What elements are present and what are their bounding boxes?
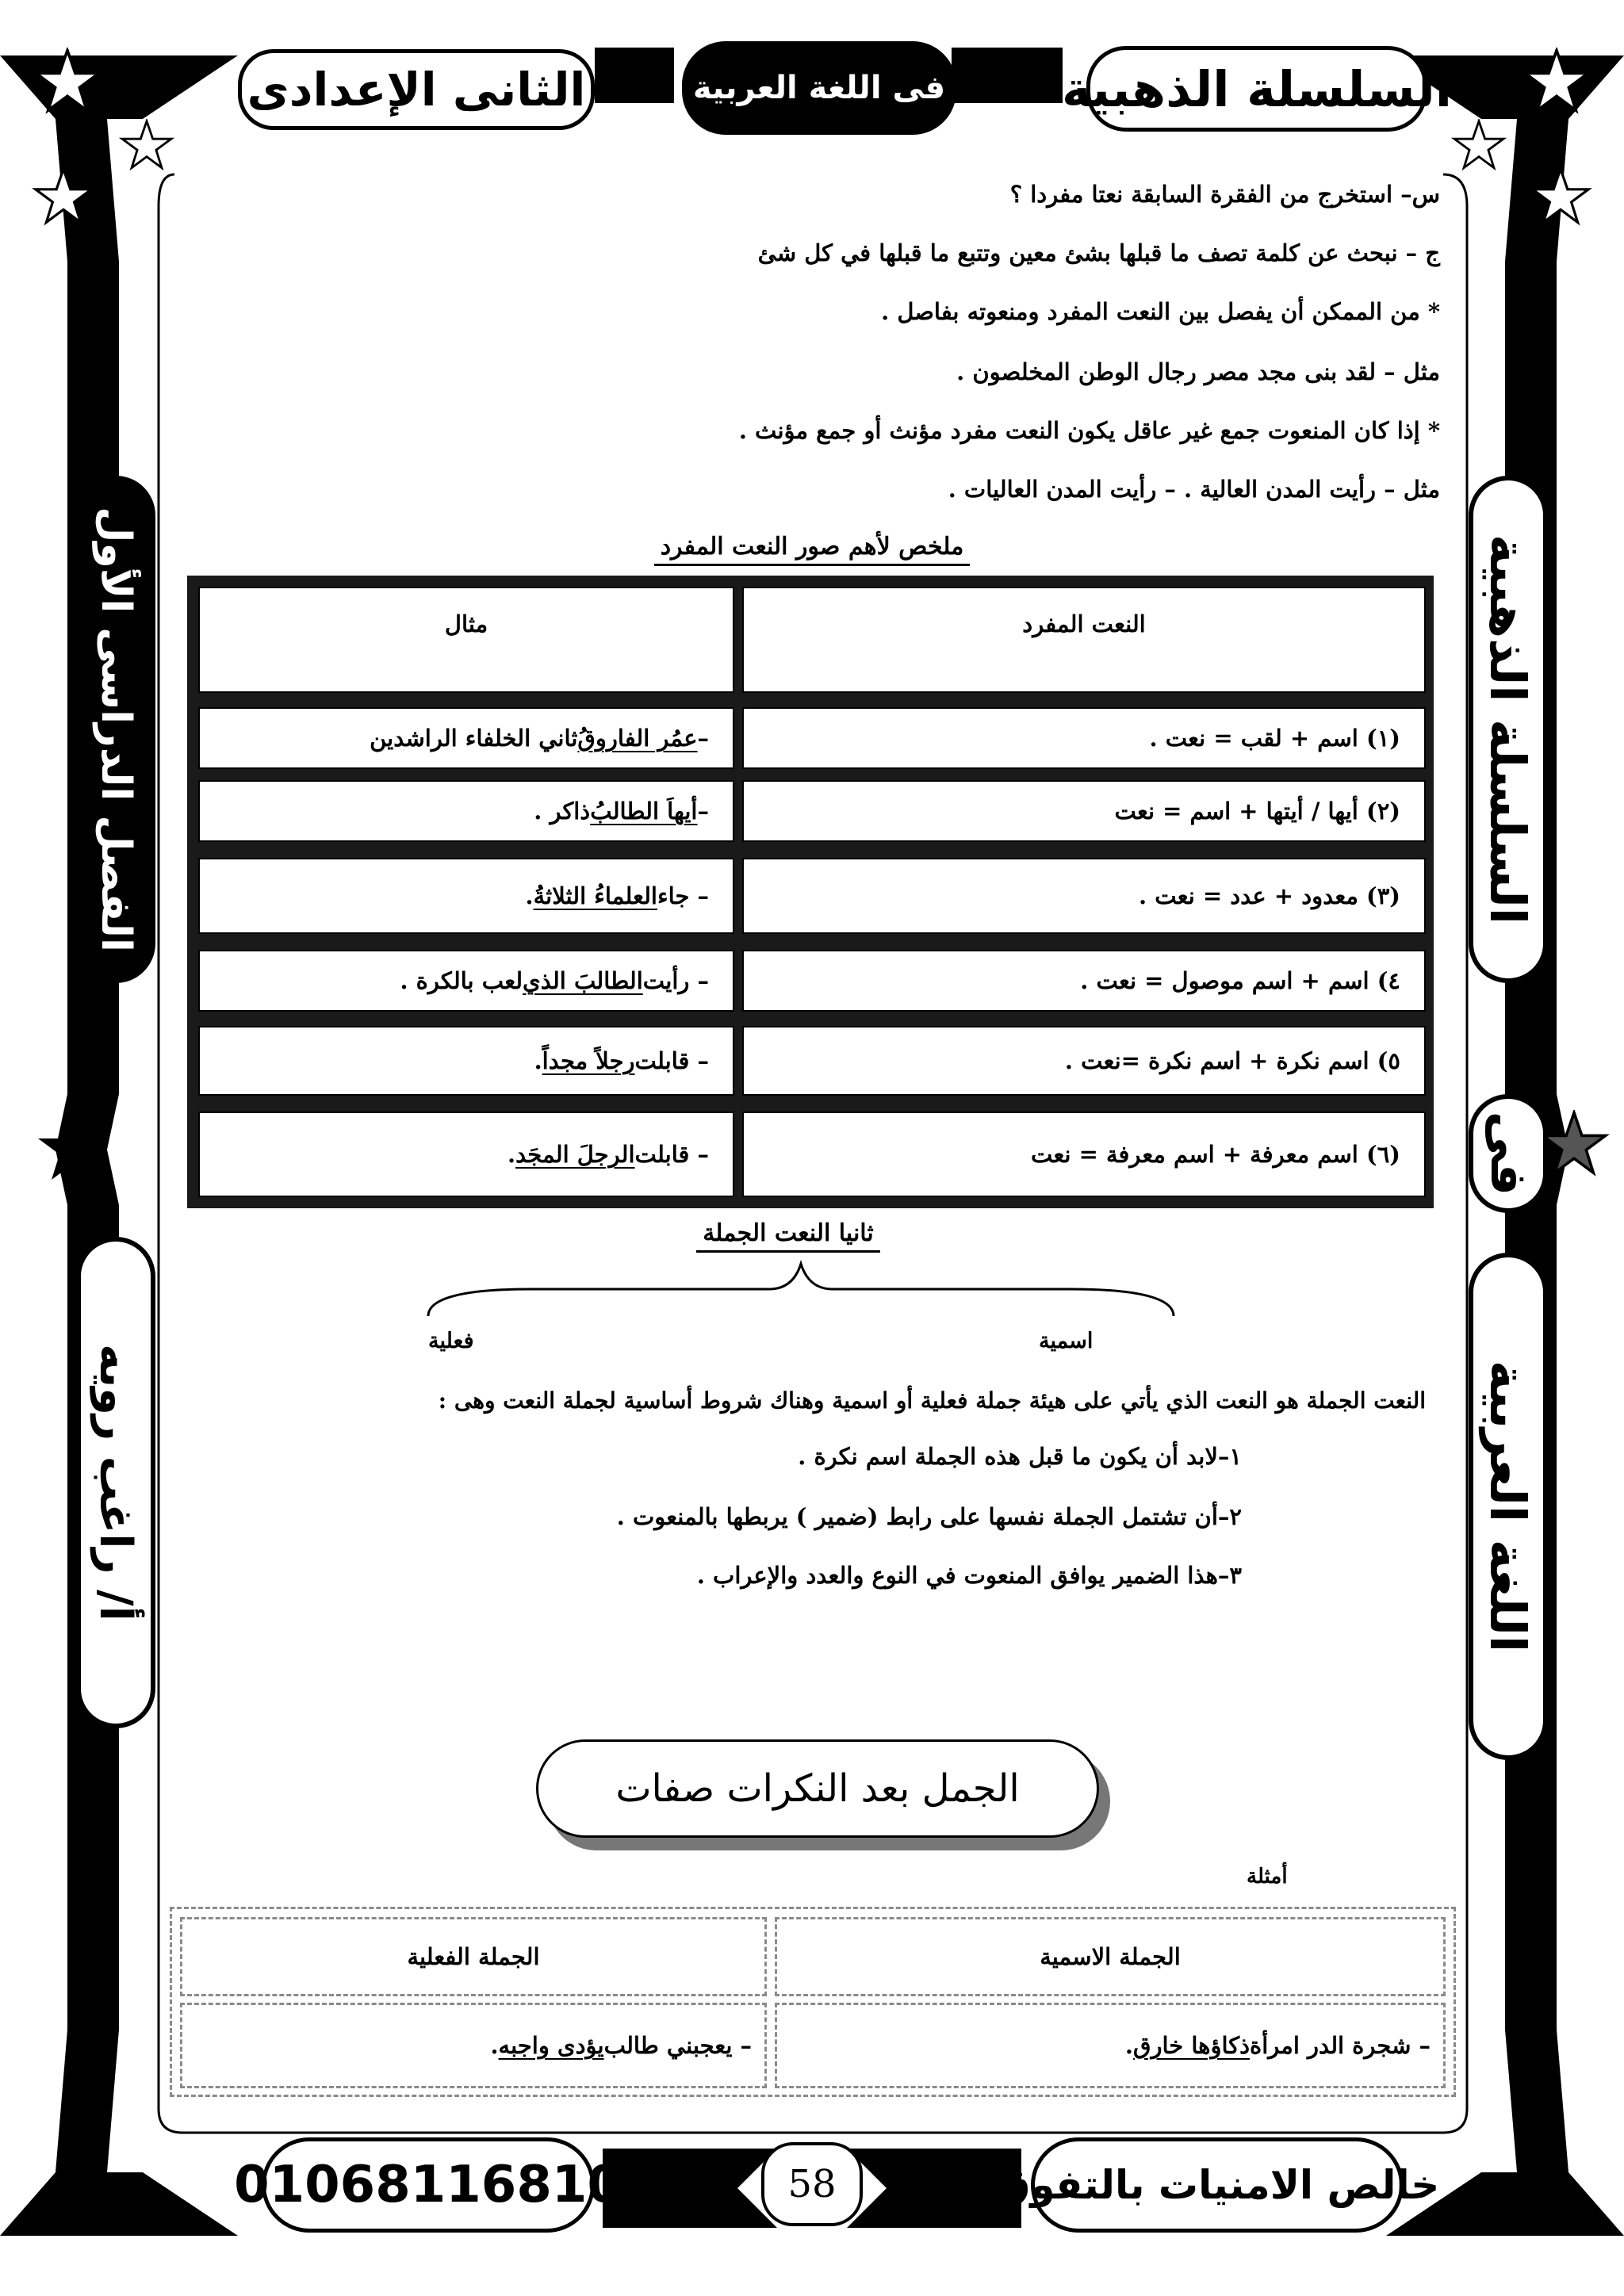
grade-banner: [238, 49, 595, 130]
series-title: السلسلة الذهبية: [1061, 59, 1453, 118]
table-row-example: – أيهاَ الطالبُ ذاكر .: [198, 780, 734, 842]
examples-header-verbal: الجملة الفعلية: [180, 1917, 767, 1996]
table-row-example: – جاء العلماءُ الثلاثةُ .: [198, 858, 734, 934]
branch-verbal: فعلية: [428, 1329, 474, 1353]
term-label: الفصل الدراسى الأول: [92, 507, 140, 952]
right-series-title: السلسلة الذهبية: [1479, 534, 1538, 925]
star-icon: [32, 48, 103, 119]
examples-table: [170, 1907, 1456, 2097]
summary-title: ملخص لأهم صور النعت المفرد: [0, 533, 1624, 561]
table-row-type: (٢) أيها / أيتها + اسم = نعت: [742, 780, 1426, 842]
series-title-banner: [1061, 46, 1453, 132]
right-in-word: فى: [1479, 1111, 1538, 1196]
example-line: مثل – لقد بنى مجد مصر رجال الوطن المخلصون .: [956, 358, 1440, 385]
star-icon: [33, 1110, 113, 1189]
table-row-type: (٣) معدود + عدد = نعت .: [742, 858, 1426, 934]
summary-table: [187, 576, 1434, 1208]
table-header-type: النعت المفرد: [742, 587, 1426, 693]
rule-text: الجمل بعد النكرات صفات: [615, 1766, 1020, 1811]
page-number: 58: [787, 2162, 837, 2206]
table-row-example: – عمُر الفاروقُ ثاني الخلفاء الراشدين: [198, 707, 734, 769]
table-row-example: – قابلت الرجلَ المجَد .: [198, 1112, 734, 1197]
note-line: * إذا كان المنعوت جمع غير عاقل يكون النعت مفرد مؤنث أو جمع مؤنث .: [738, 417, 1440, 444]
star-icon: [1521, 48, 1592, 119]
teacher-pill: [76, 1237, 155, 1728]
phone-number: 01068116810: [234, 2156, 622, 2214]
right-subject-title: اللغة العربية: [1479, 1360, 1538, 1653]
star-icon: [1451, 119, 1507, 174]
subject-title: فى اللغة العربية: [692, 70, 946, 106]
star-icon: [1529, 166, 1592, 230]
table-row-example: – قابلت رجلاً مجداً .: [198, 1026, 734, 1096]
condition-item: ٢–أن تشتمل الجملة نفسها على رابط (ضمير ) يربطها بالمنعوت .: [616, 1503, 1242, 1530]
examples-label: أمثلة: [1247, 1865, 1288, 1888]
star-icon: [119, 119, 174, 174]
table-header-example: مثال: [198, 587, 734, 693]
table-row-example: – رأيت الطالبَ الذي لعب بالكرة .: [198, 950, 734, 1012]
wishes-banner: [994, 2137, 1440, 2233]
condition-item: ١–لابد أن يكون ما قبل هذه الجملة اسم نكرة .: [798, 1443, 1242, 1470]
question-line: س– استخرج من الفقرة السابقة نعتا مفردا ؟: [1009, 181, 1440, 208]
star-icon: [32, 166, 95, 230]
example-verbal: – يعجبني طالب يؤدى واجبه .: [180, 2003, 767, 2088]
rule-box: [536, 1739, 1099, 1838]
table-row-type: (١) اسم + لقب = نعت .: [742, 707, 1426, 769]
brace: [420, 1259, 1182, 1322]
table-row-type: ٤) اسم + اسم موصول = نعت .: [742, 950, 1426, 1012]
star-icon: [1538, 1110, 1610, 1181]
subject-banner: [682, 41, 956, 135]
condition-item: ٣–هذا الضمير يوافق المنعوت في النوع والعدد والإعراب .: [696, 1562, 1242, 1589]
table-row-type: ٥) اسم نكرة + اسم نكرة =نعت .: [742, 1026, 1426, 1096]
note-line: * من الممكن أن يفصل بين النعت المفرد ومنعوته بفاصل .: [881, 298, 1440, 325]
answer-line: ج – نبحث عن كلمة تصف ما قبلها بشئ معين وتتبع ما قبلها في كل شئ: [757, 239, 1440, 266]
wishes-text: خالص الامنيات بالتفوق: [994, 2162, 1440, 2208]
right-in-pill: [1469, 1094, 1548, 1213]
teacher-label: أ/ راغب رويه: [90, 1344, 142, 1621]
example-nominal: – شجرة الدر امرأة ذكاؤها خارق .: [775, 2003, 1446, 2088]
definition-text: النعت الجملة هو النعت الذي يأتي على هيئة جملة فعلية أو اسمية وهناك شروط أساسية لجملة النعت وهى :: [438, 1387, 1426, 1414]
branch-nominal: اسمية: [1039, 1329, 1094, 1353]
second-title: ثانيا النعت الجملة: [0, 1219, 1600, 1247]
page-number-badge: [761, 2142, 863, 2226]
right-subject-pill: [1469, 1253, 1548, 1760]
example-line: مثل – رأيت المدن العالية . – رأيت المدن العاليات .: [948, 476, 1440, 503]
table-row-type: (٦) اسم معرفة + اسم معرفة = نعت: [742, 1112, 1426, 1197]
grade-title: الثانى الإعدادى: [247, 63, 586, 117]
examples-header-nominal: الجملة الاسمية: [775, 1917, 1446, 1996]
phone-banner: [234, 2137, 622, 2233]
